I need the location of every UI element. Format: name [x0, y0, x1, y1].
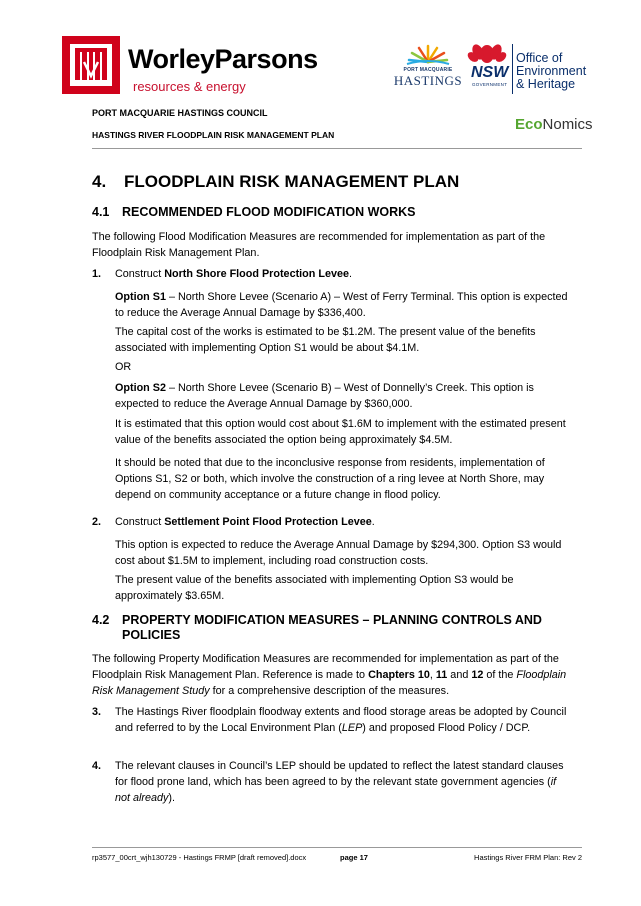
item-2-number: 2.	[92, 516, 102, 528]
intro-post: for a comprehensive description of the measures.	[209, 685, 450, 697]
item-3-pre: The Hastings River floodplain floodway extents and flood storage areas be adopted by Council and referred to by the Local Environment Plan (	[115, 706, 567, 734]
item-3-text	[115, 704, 573, 736]
brand-name: WorleyParsons	[128, 44, 318, 74]
item-4-number: 4.	[92, 760, 102, 772]
economics-eco: Eco	[515, 116, 543, 133]
footer-document-title: Hastings River FRM Plan: Rev 2	[474, 853, 582, 862]
item-2-bold: Settlement Point Flood Protection Levee	[164, 516, 372, 528]
oeh-line-3: & Heritage	[516, 77, 576, 91]
plan-name: HASTINGS RIVER FLOODPLAIN RISK MANAGEMENT PLAN	[92, 130, 335, 140]
waratah-icon	[467, 40, 507, 66]
chapter-10: Chapters 10	[368, 669, 430, 681]
footer-divider	[92, 847, 582, 848]
section-4-heading	[92, 172, 459, 192]
option-s2-cost: It is estimated that this option would cost about $1.6M to implement with the estimated present value of the benefits associated the option being approximately $4.5M.	[115, 418, 566, 446]
sun-icon	[393, 40, 463, 68]
intro-pre: The following Property Modification Measures are recommended for implementation as part of the Floodplain Risk Management Plan. Reference is made to	[92, 653, 559, 681]
item-1-post: .	[348, 268, 352, 280]
section-4-title: FLOODPLAIN RISK MANAGEMENT PLAN	[124, 172, 460, 191]
intro-of-the: of the	[483, 669, 517, 681]
oeh-logo-text	[516, 52, 586, 91]
section-4-1-title: RECOMMENDED FLOOD MODIFICATION WORKS	[122, 205, 416, 219]
or-text: OR	[115, 361, 132, 373]
section-4-2-title-line-1: PROPERTY MODIFICATION MEASURES – PLANNING CONTROLS AND	[122, 613, 542, 627]
nsw-text: NSW	[471, 64, 509, 81]
council-name: PORT MACQUARIE HASTINGS COUNCIL	[92, 108, 268, 118]
brand-tagline: resources & energy	[133, 79, 246, 94]
nsw-government-logo	[467, 40, 517, 94]
item-3-number: 3.	[92, 706, 102, 718]
section-4-1-intro: The following Flood Modification Measures are recommended for implementation as part of the Floodplain Risk Management Plan.	[92, 231, 546, 259]
item-2-text	[115, 514, 573, 530]
logo-divider	[512, 44, 513, 94]
chapter-11: 11	[435, 669, 448, 681]
study-title: Floodplain Risk Management Study	[92, 669, 567, 697]
oeh-line-2: Environment	[516, 64, 587, 78]
option-s1-cost: The capital cost of the works is estimated to be $1.2M. The present value of the benefits associated with implementing Option S1 would be about $4.1M.	[115, 326, 536, 354]
option-s3-text: This option is expected to reduce the Average Annual Damage by $294,300. Option S3 would cost about $1.5M to implement, including road construction costs.	[115, 539, 562, 567]
option-s2-text: – North Shore Levee (Scenario B) – West of Donnelly’s Creek. This option is expected to reduce the Average Annual Damage by $360,000.	[115, 382, 534, 410]
pmh-big-text: HASTINGS	[393, 73, 463, 88]
option-s1-label: Option S1	[115, 291, 166, 303]
section-4-1-number: 4.1	[92, 205, 110, 219]
item-3-lep: LEP	[341, 722, 363, 734]
footer-filename: rp3577_00crt_wjh130729 - Hastings FRMP [draft removed].docx	[92, 853, 307, 862]
levee-note: It should be noted that due to the inconclusive response from residents, implementation of Options S1, S2 or both, which involve the construction of a ring levee at North Shore, may depend on community acceptance or a future change in flood policy.	[115, 457, 545, 501]
option-s2-label: Option S2	[115, 382, 166, 394]
oeh-line-1: Office of	[516, 51, 563, 65]
section-4-2-heading	[92, 613, 542, 643]
item-1-number: 1.	[92, 268, 102, 280]
option-s2-paragraph	[115, 380, 573, 412]
intro-and: and	[447, 669, 472, 681]
item-4-post: ).	[168, 792, 176, 804]
item-1-pre: Construct	[115, 268, 165, 280]
economics-logo	[515, 116, 593, 133]
section-4-2-number: 4.2	[92, 613, 110, 627]
item-4-pre: The relevant clauses in Council’s LEP should be updated to reflect the latest standard clauses for flood prone land, which has been agreed to by the relevant state government agencies (	[115, 760, 564, 788]
intro-comma: ,	[429, 669, 436, 681]
option-s1-paragraph	[115, 289, 573, 321]
port-macquarie-hastings-logo	[393, 40, 463, 92]
header-divider	[92, 148, 582, 149]
section-4-2-title-line-2: POLICIES	[122, 628, 181, 642]
nsw-government-text: GOVERNMENT	[472, 82, 508, 87]
option-s3-value: The present value of the benefits associated with implementing Option S3 would be approximately $3.65M.	[115, 574, 514, 602]
economics-nomics: Nomics	[542, 116, 593, 133]
section-4-number: 4.	[92, 172, 107, 191]
section-4-1-heading	[92, 205, 416, 220]
item-2-pre: Construct	[115, 516, 165, 528]
worleyparsons-logo-icon	[62, 36, 120, 94]
item-1-bold: North Shore Flood Protection Levee	[164, 268, 349, 280]
item-4-text	[115, 758, 573, 806]
item-4-italic: if not already	[115, 776, 557, 804]
section-4-2-intro	[92, 651, 572, 699]
item-3-post: ) and proposed Flood Policy / DCP.	[362, 722, 531, 734]
chapter-12: 12	[471, 669, 484, 681]
pmh-small-text: PORT MACQUARIE	[403, 67, 453, 73]
footer-page-number: page 17	[340, 853, 368, 862]
item-2-post: .	[371, 516, 375, 528]
item-1-text	[115, 266, 573, 282]
option-s1-text: – North Shore Levee (Scenario A) – West of Ferry Terminal. This option is expected to reduce the Average Annual Damage by $336,400.	[115, 291, 568, 319]
